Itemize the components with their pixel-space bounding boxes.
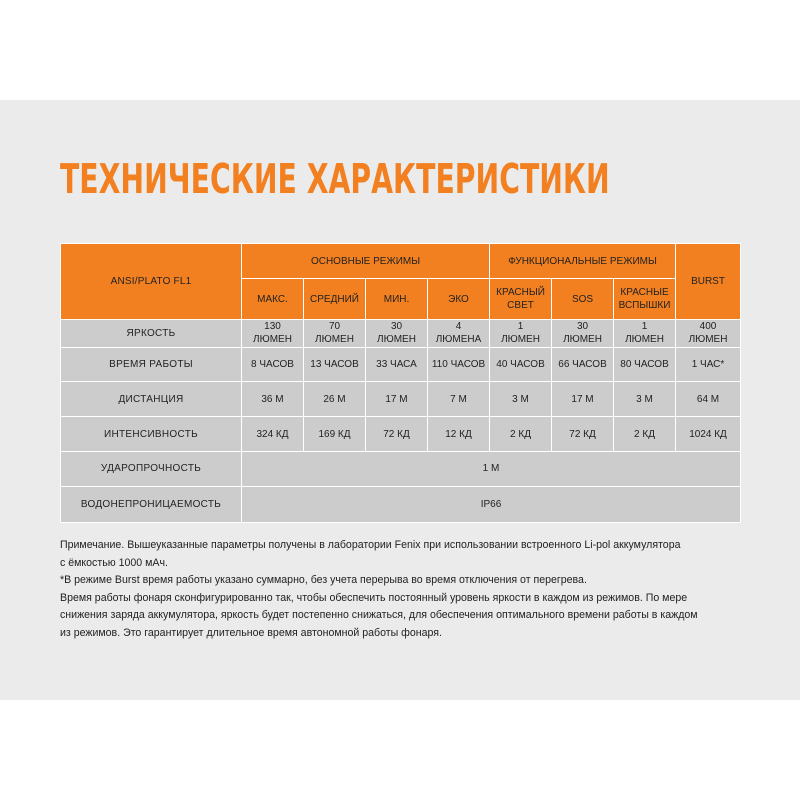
table-cell: 36 М — [242, 382, 304, 416]
mode-sos: SOS — [552, 279, 614, 319]
header-group-row — [61, 244, 741, 279]
row-brightness — [61, 319, 741, 347]
row-distance — [61, 382, 741, 416]
row-label: УДАРОПРОЧНОСТЬ — [61, 452, 242, 486]
table-cell: 400 ЛЮМЕН — [676, 319, 741, 347]
mode-eco: ЭКО — [428, 279, 490, 319]
table-cell: 169 КД — [304, 416, 366, 451]
table-cell: 4 ЛЮМЕНА — [428, 319, 490, 347]
table-cell: 12 КД — [428, 416, 490, 451]
table-cell: 64 М — [676, 382, 741, 416]
note-line: снижения заряда аккумулятора, яркость будет постепенно снижаться, для обеспечения оптимального времени работы в каждом — [60, 609, 698, 621]
group-functional-modes: ФУНКЦИОНАЛЬНЫЕ РЕЖИМЫ — [490, 244, 676, 279]
row-intensity — [61, 416, 741, 451]
row-runtime — [61, 348, 741, 382]
table-cell: 30 ЛЮМЕН — [552, 319, 614, 347]
table-cell: 72 КД — [366, 416, 428, 451]
note-line: *В режиме Burst время работы указано суммарно, без учета перерыва во время отключения от перегрева. — [60, 574, 587, 586]
table-cell: 110 ЧАСОВ — [428, 348, 490, 382]
table-cell: 1 ЛЮМЕН — [614, 319, 676, 347]
group-burst: BURST — [676, 244, 741, 320]
table-cell: 13 ЧАСОВ — [304, 348, 366, 382]
table-cell: 66 ЧАСОВ — [552, 348, 614, 382]
table-cell: 80 ЧАСОВ — [614, 348, 676, 382]
table-cell: 3 М — [490, 382, 552, 416]
row-water — [61, 486, 741, 522]
table-cell: 70 ЛЮМЕН — [304, 319, 366, 347]
row-label: ВОДОНЕПРОНИЦАЕМОСТЬ — [61, 486, 242, 522]
table-cell: 2 КД — [490, 416, 552, 451]
impact-value: 1 М — [242, 452, 741, 486]
table-cell: 72 КД — [552, 416, 614, 451]
table-cell: 7 М — [428, 382, 490, 416]
table-cell: 3 М — [614, 382, 676, 416]
water-value: IP66 — [242, 486, 741, 522]
spec-table — [60, 243, 741, 523]
table-cell: 33 ЧАСА — [366, 348, 428, 382]
mode-red-light: КРАСНЫЙ СВЕТ — [490, 279, 552, 319]
mode-medium: СРЕДНИЙ — [304, 279, 366, 319]
note-line: Время работы фонаря сконфигурированно так, чтобы обеспечить постоянный уровень яркости в каждом из режимов. По мере — [60, 591, 688, 604]
notes-block — [60, 537, 750, 642]
mode-low: МИН. — [366, 279, 428, 319]
mode-max: МАКС. — [242, 279, 304, 319]
table-cell: 30 ЛЮМЕН — [366, 319, 428, 347]
note-line: из режимов. Это гарантирует длительное время автономной работы фонаря. — [60, 626, 442, 639]
row-label: ВРЕМЯ РАБОТЫ — [61, 348, 242, 382]
table-cell: 40 ЧАСОВ — [490, 348, 552, 382]
table-cell: 324 КД — [242, 416, 304, 451]
row-label: ДИСТАНЦИЯ — [61, 382, 242, 416]
note-line: Примечание. Вышеуказанные параметры получены в лаборатории Fenix при использовании встроенного Li-pol аккумулятора — [60, 539, 681, 551]
row-label: ЯРКОСТЬ — [61, 319, 242, 347]
table-cell: 17 М — [552, 382, 614, 416]
table-cell: 17 М — [366, 382, 428, 416]
table-cell: 1024 КД — [676, 416, 741, 451]
table-cell: 26 М — [304, 382, 366, 416]
page-title: ТЕХНИЧЕСКИЕ ХАРАКТЕРИСТИКИ — [60, 155, 610, 203]
table-cell: 1 ЛЮМЕН — [490, 319, 552, 347]
row-impact — [61, 452, 741, 486]
row-label: ИНТЕНСИВНОСТЬ — [61, 416, 242, 451]
table-cell: 1 ЧАС* — [676, 348, 741, 382]
group-main-modes: ОСНОВНЫЕ РЕЖИМЫ — [242, 244, 490, 279]
table-cell: 2 КД — [614, 416, 676, 451]
corner-label: ANSI/PLATO FL1 — [61, 244, 242, 320]
table-cell: 8 ЧАСОВ — [242, 348, 304, 382]
mode-red-flash: КРАСНЫЕ ВСПЫШКИ — [614, 279, 676, 319]
note-line: с ёмкостью 1000 мАч. — [60, 556, 168, 569]
table-cell: 130 ЛЮМЕН — [242, 319, 304, 347]
